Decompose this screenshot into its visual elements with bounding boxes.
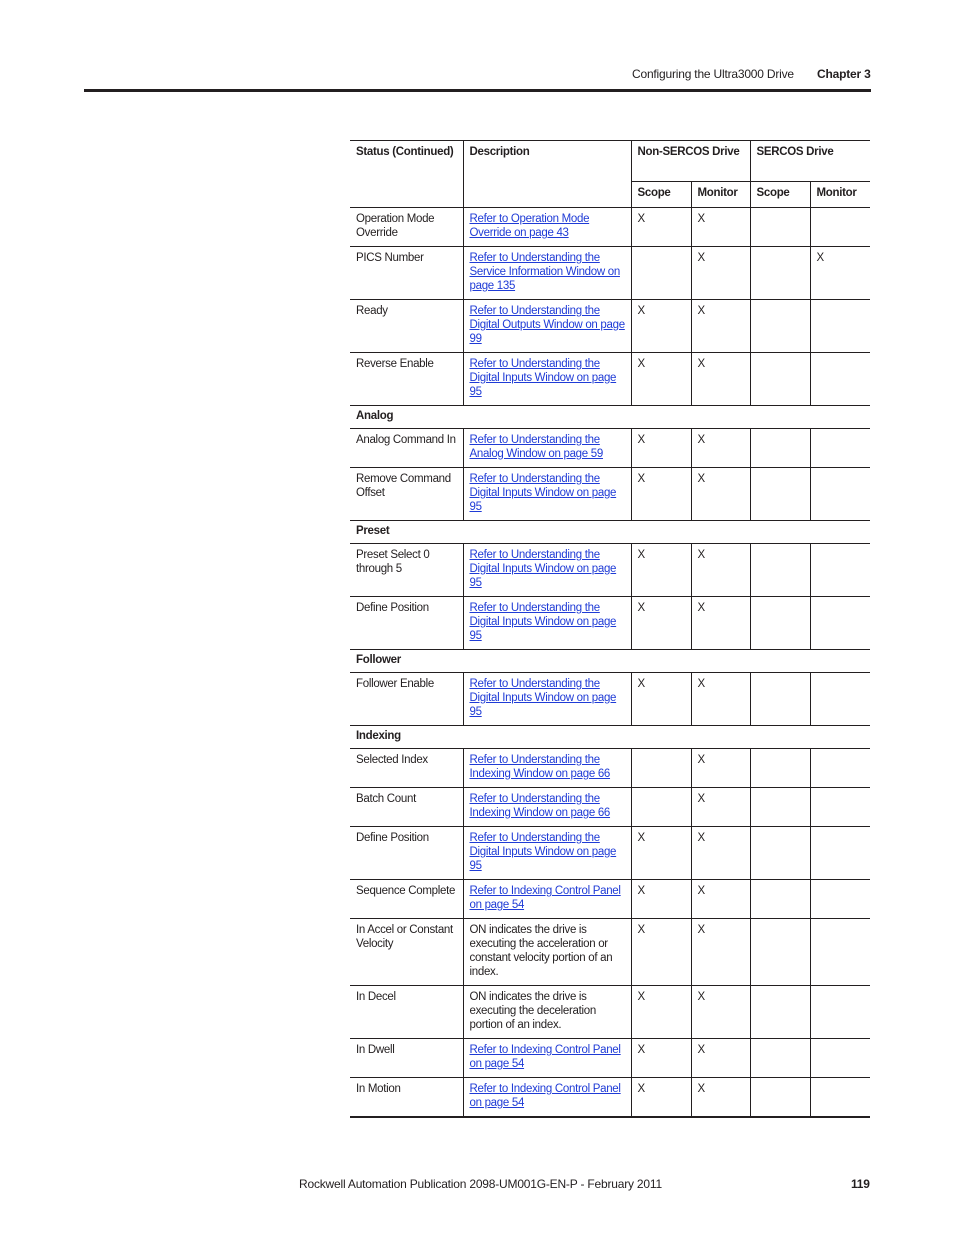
sercos-monitor-cell	[810, 788, 870, 827]
table-header-row	[350, 141, 870, 182]
status-cell: Reverse Enable	[350, 353, 463, 406]
description-cell	[463, 468, 631, 521]
sercos-scope-cell	[750, 880, 810, 919]
description-cell	[463, 208, 631, 247]
description-cell	[463, 597, 631, 650]
cross-reference-link[interactable]: Refer to Indexing Control Panel on page 54	[469, 1083, 621, 1109]
sercos-scope-cell	[750, 749, 810, 788]
sercos-monitor-cell	[810, 749, 870, 788]
table-row	[350, 986, 870, 1039]
column-header-non-sercos-monitor: Monitor	[691, 182, 750, 208]
sercos-scope-cell	[750, 247, 810, 300]
non-sercos-monitor-cell: X	[691, 468, 750, 521]
status-cell: Preset Select 0 through 5	[350, 544, 463, 597]
column-header-sercos-scope: Scope	[750, 182, 810, 208]
table-row	[350, 749, 870, 788]
column-header-status: Status (Continued)	[350, 141, 463, 208]
description-cell	[463, 880, 631, 919]
non-sercos-monitor-cell: X	[691, 353, 750, 406]
sercos-scope-cell	[750, 300, 810, 353]
cross-reference-link[interactable]: Refer to Understanding the Service Information Window on page 135	[469, 252, 620, 292]
status-cell: Follower Enable	[350, 673, 463, 726]
sercos-monitor-cell	[810, 429, 870, 468]
sercos-monitor-cell	[810, 673, 870, 726]
table-row	[350, 300, 870, 353]
status-cell: In Dwell	[350, 1039, 463, 1078]
status-cell: In Motion	[350, 1078, 463, 1118]
table-row	[350, 919, 870, 986]
non-sercos-scope-cell: X	[631, 300, 691, 353]
status-cell: Batch Count	[350, 788, 463, 827]
sercos-monitor-cell: X	[810, 247, 870, 300]
table-row	[350, 208, 870, 247]
table-row	[350, 673, 870, 726]
description-cell	[463, 749, 631, 788]
status-cell: PICS Number	[350, 247, 463, 300]
non-sercos-monitor-cell: X	[691, 208, 750, 247]
cross-reference-link[interactable]: Refer to Understanding the Analog Window on page 59	[469, 434, 603, 460]
section-heading: Analog	[350, 406, 870, 429]
status-table	[350, 140, 870, 1118]
table-row	[350, 1039, 870, 1078]
sercos-monitor-cell	[810, 208, 870, 247]
cross-reference-link[interactable]: Refer to Understanding the Indexing Window on page 66	[469, 754, 611, 780]
table-row	[350, 1078, 870, 1118]
non-sercos-scope-cell: X	[631, 827, 691, 880]
non-sercos-monitor-cell: X	[691, 597, 750, 650]
cross-reference-link[interactable]: Refer to Understanding the Digital Outputs Window on page 99	[469, 305, 625, 345]
cross-reference-link[interactable]: Refer to Indexing Control Panel on page 54	[469, 885, 621, 911]
non-sercos-monitor-cell: X	[691, 429, 750, 468]
table-row	[350, 353, 870, 406]
non-sercos-scope-cell: X	[631, 353, 691, 406]
description-cell	[463, 1039, 631, 1078]
status-cell: Selected Index	[350, 749, 463, 788]
sercos-scope-cell	[750, 353, 810, 406]
table-row	[350, 597, 870, 650]
section-heading: Preset	[350, 521, 870, 544]
cross-reference-link[interactable]: Refer to Understanding the Digital Inputs Window on page 95	[469, 602, 617, 642]
status-cell: Sequence Complete	[350, 880, 463, 919]
description-cell	[463, 673, 631, 726]
non-sercos-monitor-cell: X	[691, 749, 750, 788]
section-row	[350, 406, 870, 429]
non-sercos-monitor-cell: X	[691, 300, 750, 353]
non-sercos-monitor-cell: X	[691, 1078, 750, 1118]
non-sercos-monitor-cell: X	[691, 880, 750, 919]
footer-publication: Rockwell Automation Publication 2098-UM001G-EN-P - February 2011	[299, 1177, 662, 1191]
sercos-scope-cell	[750, 986, 810, 1039]
sercos-scope-cell	[750, 429, 810, 468]
non-sercos-monitor-cell: X	[691, 827, 750, 880]
sercos-monitor-cell	[810, 300, 870, 353]
sercos-scope-cell	[750, 827, 810, 880]
status-cell: Define Position	[350, 827, 463, 880]
non-sercos-monitor-cell: X	[691, 919, 750, 986]
sercos-scope-cell	[750, 597, 810, 650]
non-sercos-monitor-cell: X	[691, 986, 750, 1039]
description-cell	[463, 1078, 631, 1118]
non-sercos-scope-cell: X	[631, 208, 691, 247]
non-sercos-scope-cell	[631, 749, 691, 788]
non-sercos-scope-cell	[631, 788, 691, 827]
non-sercos-scope-cell: X	[631, 597, 691, 650]
table-row	[350, 468, 870, 521]
running-header-title: Configuring the Ultra3000 Drive	[632, 67, 794, 81]
description-cell	[463, 247, 631, 300]
non-sercos-scope-cell: X	[631, 468, 691, 521]
column-header-sercos-monitor: Monitor	[810, 182, 870, 208]
non-sercos-scope-cell	[631, 247, 691, 300]
status-cell: Remove Command Offset	[350, 468, 463, 521]
non-sercos-monitor-cell: X	[691, 788, 750, 827]
section-heading: Indexing	[350, 726, 870, 749]
sercos-monitor-cell	[810, 827, 870, 880]
non-sercos-scope-cell: X	[631, 1039, 691, 1078]
description-cell	[463, 429, 631, 468]
status-cell: Ready	[350, 300, 463, 353]
cross-reference-link[interactable]: Refer to Operation Mode Override on page 43	[469, 213, 590, 239]
cross-reference-link[interactable]: Refer to Understanding the Digital Inputs Window on page 95	[469, 358, 617, 398]
table-row	[350, 247, 870, 300]
sercos-monitor-cell	[810, 1039, 870, 1078]
cross-reference-link[interactable]: Refer to Understanding the Digital Inputs Window on page 95	[469, 549, 617, 589]
cross-reference-link[interactable]: Refer to Understanding the Digital Inputs Window on page 95	[469, 832, 617, 872]
status-cell: Define Position	[350, 597, 463, 650]
sercos-monitor-cell	[810, 919, 870, 986]
sercos-monitor-cell	[810, 353, 870, 406]
section-row	[350, 521, 870, 544]
non-sercos-scope-cell: X	[631, 673, 691, 726]
status-cell: Operation Mode Override	[350, 208, 463, 247]
column-header-sercos: SERCOS Drive	[750, 141, 870, 182]
sercos-scope-cell	[750, 788, 810, 827]
sercos-scope-cell	[750, 673, 810, 726]
description-cell	[463, 544, 631, 597]
section-heading: Follower	[350, 650, 870, 673]
non-sercos-scope-cell: X	[631, 429, 691, 468]
sercos-monitor-cell	[810, 597, 870, 650]
non-sercos-monitor-cell: X	[691, 247, 750, 300]
description-cell	[463, 788, 631, 827]
description-cell	[463, 300, 631, 353]
sercos-monitor-cell	[810, 1078, 870, 1118]
running-header-chapter: Chapter 3	[817, 67, 871, 81]
description-cell: ON indicates the drive is executing the deceleration portion of an index.	[463, 986, 631, 1039]
description-cell	[463, 353, 631, 406]
non-sercos-scope-cell: X	[631, 986, 691, 1039]
non-sercos-monitor-cell: X	[691, 1039, 750, 1078]
description-cell: ON indicates the drive is executing the acceleration or constant velocity portion of an index.	[463, 919, 631, 986]
sercos-monitor-cell	[810, 986, 870, 1039]
sercos-monitor-cell	[810, 880, 870, 919]
cross-reference-link[interactable]: Refer to Understanding the Indexing Window on page 66	[469, 793, 611, 819]
column-header-non-sercos: Non-SERCOS Drive	[631, 141, 750, 182]
sercos-scope-cell	[750, 1078, 810, 1118]
non-sercos-scope-cell: X	[631, 544, 691, 597]
page-number: 119	[851, 1177, 870, 1191]
sercos-scope-cell	[750, 919, 810, 986]
sercos-scope-cell	[750, 544, 810, 597]
sercos-scope-cell	[750, 1039, 810, 1078]
header-rule	[84, 89, 871, 92]
sercos-monitor-cell	[810, 468, 870, 521]
description-cell	[463, 827, 631, 880]
status-cell: In Decel	[350, 986, 463, 1039]
non-sercos-monitor-cell: X	[691, 673, 750, 726]
section-row	[350, 650, 870, 673]
non-sercos-monitor-cell: X	[691, 544, 750, 597]
non-sercos-scope-cell: X	[631, 919, 691, 986]
column-header-non-sercos-scope: Scope	[631, 182, 691, 208]
non-sercos-scope-cell: X	[631, 880, 691, 919]
table-row	[350, 429, 870, 468]
table-row	[350, 788, 870, 827]
section-row	[350, 726, 870, 749]
table-row	[350, 880, 870, 919]
non-sercos-scope-cell: X	[631, 1078, 691, 1118]
table-row	[350, 827, 870, 880]
cross-reference-link[interactable]: Refer to Understanding the Digital Inputs Window on page 95	[469, 678, 617, 718]
cross-reference-link[interactable]: Refer to Understanding the Digital Inputs Window on page 95	[469, 473, 617, 513]
table-row	[350, 544, 870, 597]
sercos-scope-cell	[750, 208, 810, 247]
sercos-scope-cell	[750, 468, 810, 521]
column-header-description: Description	[463, 141, 631, 208]
cross-reference-link[interactable]: Refer to Indexing Control Panel on page 54	[469, 1044, 621, 1070]
sercos-monitor-cell	[810, 544, 870, 597]
status-cell: Analog Command In	[350, 429, 463, 468]
status-cell: In Accel or Constant Velocity	[350, 919, 463, 986]
